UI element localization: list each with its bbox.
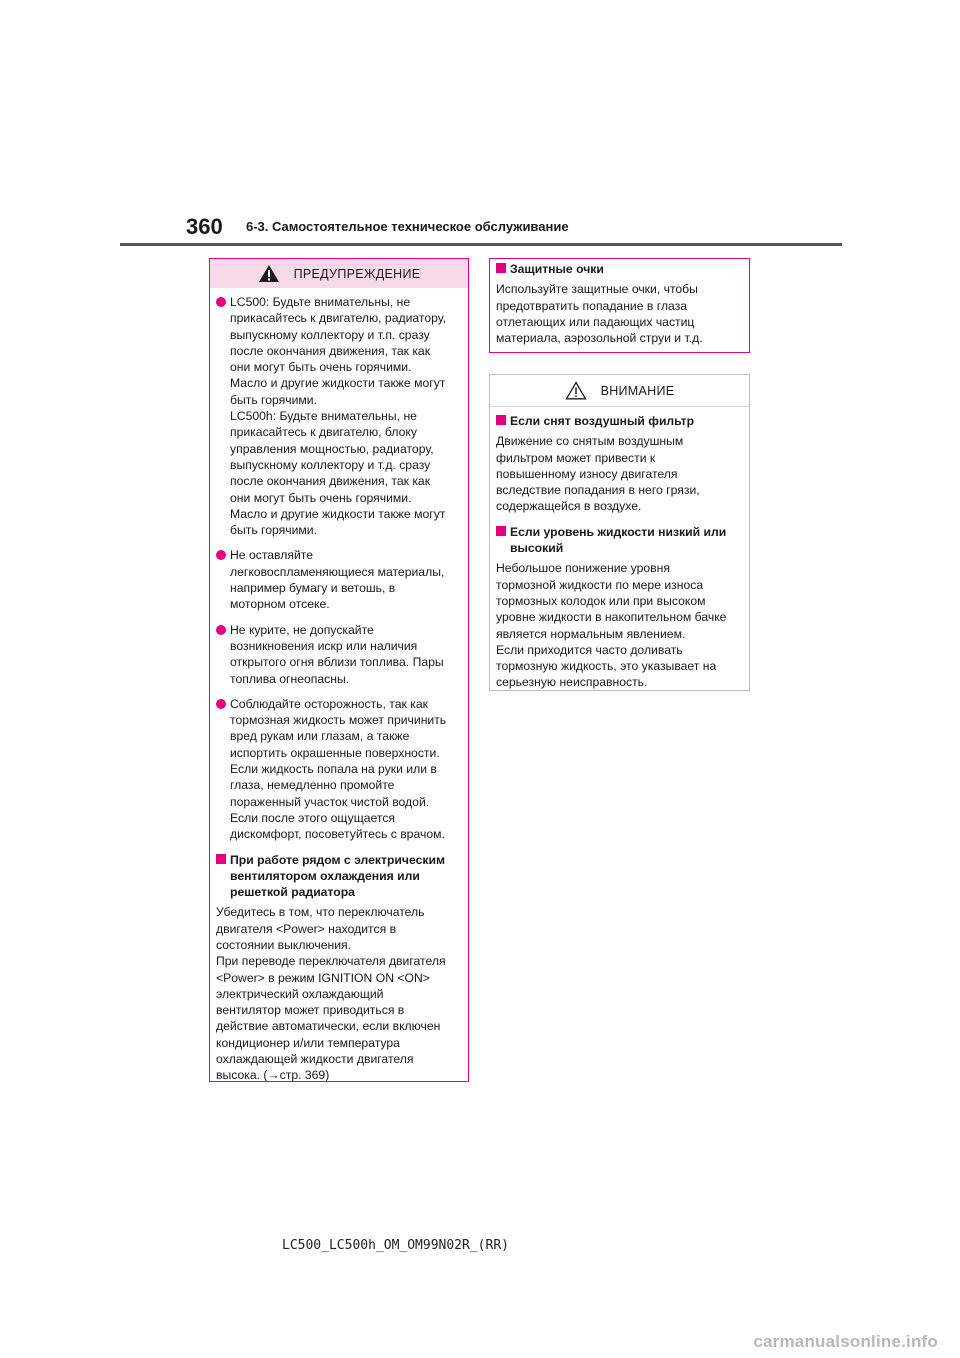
text-line: выпускному коллектору и т.д. сразу [230, 457, 431, 472]
warning-bullets [216, 294, 462, 843]
warning-box [209, 258, 469, 1082]
text-line: вентилятор может приводиться в [216, 1003, 405, 1018]
document-code: LC500_LC500h_OM_OM99N02R_(RR) [282, 1238, 509, 1253]
text-line: При переводе переключателя двигателя [216, 954, 446, 969]
text-line: высокий [510, 541, 564, 556]
text-line: пораженный участок чистой водой. [230, 794, 430, 809]
caution-triangle-icon [565, 381, 587, 400]
text-line: Не курите, не допускайте [230, 622, 374, 637]
text-line: прикасайтесь к двигателю, блоку [230, 425, 417, 440]
warning-box-title: ПРЕДУПРЕЖДЕНИЕ [293, 266, 421, 281]
safety-glasses-box [489, 258, 750, 353]
safety-glasses-text [496, 281, 743, 346]
square-bullet-icon [496, 263, 506, 273]
text-line: Соблюдайте осторожность, так как [230, 696, 428, 711]
text-line: Если уровень жидкости низкий или [510, 524, 727, 539]
text-line: после окончания движения, так как [230, 343, 431, 358]
text-line: топлива огнеопасны. [230, 671, 350, 686]
text-line: быть горячими. [230, 392, 317, 407]
notice-section-heading [496, 413, 743, 429]
section-title: 6-3. Самостоятельное техническое обслуживание [246, 219, 569, 234]
text-line: глаза, немедленно промойте [230, 778, 395, 793]
fan-section-heading-text [230, 852, 462, 901]
warning-bullet-item [216, 294, 462, 538]
notice-section-heading [496, 524, 743, 557]
text-line: кондиционер и/или температура [216, 1035, 400, 1050]
notice-box-header [490, 375, 749, 407]
text-line: тормозную жидкость, это указывает на [496, 659, 717, 674]
warning-bullet-item [216, 696, 462, 843]
text-line: открытого огня вблизи топлива. Пары [230, 655, 444, 670]
text-line: действие автоматически, если включен [216, 1019, 441, 1034]
text-line: управления мощностью, радиатору, [230, 441, 434, 456]
text-line: фильтром может привести к [496, 450, 656, 465]
text-line: решеткой радиатора [230, 885, 355, 900]
text-line: электрический охлаждающий [216, 986, 384, 1001]
text-line: Небольшое понижение уровня [496, 561, 670, 576]
text-line: Масло и другие жидкости также могут [230, 506, 446, 521]
safety-glasses-body [490, 259, 749, 346]
notice-section-body [496, 433, 743, 514]
text-line: Движение со снятым воздушным [496, 434, 684, 449]
text-line: предотвратить попадание в глаза [496, 298, 688, 313]
text-line: тормозной жидкости по мере износа [496, 577, 704, 592]
text-line: тормозная жидкость может причинить [230, 713, 447, 728]
square-bullet-icon [496, 415, 506, 425]
text-line: тормозных колодок или при высоком [496, 593, 706, 608]
text-line: двигателя <Power> находится в [216, 921, 397, 936]
text-line: Не оставляйте [230, 548, 313, 563]
text-line: например бумагу и ветошь, в [230, 581, 396, 596]
text-line: Если после этого ощущается [230, 810, 396, 825]
text-line: они могут быть очень горячими. [230, 360, 412, 375]
fan-section-heading [216, 852, 462, 901]
text-line: охлаждающей жидкости двигателя [216, 1052, 414, 1067]
notice-box-title: ВНИМАНИЕ [600, 383, 675, 398]
text-line: Если жидкость попала на руки или в [230, 762, 437, 777]
text-line: Масло и другие жидкости также могут [230, 376, 446, 391]
text-line: они могут быть очень горячими. [230, 490, 412, 505]
notice-section-body [496, 560, 743, 690]
round-bullet-icon [216, 625, 226, 635]
header-rule [120, 243, 842, 246]
text-line: вентилятором охлаждения или [230, 868, 420, 883]
text-line: прикасайтесь к двигателю, радиатору, [230, 311, 447, 326]
text-line: повышенному износу двигателя [496, 466, 678, 481]
text-line: содержащейся в воздухе. [496, 499, 642, 514]
text-line: материала, аэрозольной струи и т.д. [496, 331, 703, 346]
text-line: испортить окрашенные поверхности. [230, 745, 440, 760]
text-line: быть горячими. [230, 523, 317, 538]
text-line: вред рукам или глазам, а также [230, 729, 410, 744]
text-line: LC500h: Будьте внимательны, не [230, 409, 417, 424]
text-line: моторном отсеке. [230, 597, 330, 612]
page-number: 360 [186, 214, 223, 239]
fan-section-body [216, 904, 462, 1083]
text-line: высока. (→стр. 369) [216, 1068, 330, 1083]
notice-box [489, 374, 750, 691]
text-line: возникновения искр или наличия [230, 638, 418, 653]
text-line: состоянии выключения. [216, 937, 351, 952]
text-line: выпускному коллектору и т.п. сразу [230, 327, 430, 342]
warning-box-header [210, 259, 468, 288]
square-bullet-icon [496, 526, 506, 536]
text-line: Если приходится часто доливать [496, 642, 683, 657]
text-line: вследствие попадания в него грязи, [496, 483, 700, 498]
notice-section-heading-text [510, 524, 743, 557]
warning-bullet-item [216, 622, 462, 687]
round-bullet-icon [216, 297, 226, 307]
warning-box-body [210, 288, 468, 1084]
round-bullet-icon [216, 550, 226, 560]
safety-glasses-heading-text: Защитные очки [510, 262, 604, 276]
text-line: Если снят воздушный фильтр [510, 414, 695, 428]
text-line: дискомфорт, посоветуйтесь с врачом. [230, 827, 445, 842]
text-line: серьезную неисправность. [496, 675, 648, 690]
notice-box-body [490, 407, 749, 691]
text-line: <Power> в режим IGNITION ON <ON> [216, 970, 430, 985]
text-line: Используйте защитные очки, чтобы [496, 282, 698, 297]
text-line: Убедитесь в том, что переключатель [216, 905, 425, 920]
text-line: легковоспламеняющиеся материалы, [230, 564, 445, 579]
text-line: является нормальным явлением. [496, 626, 686, 641]
watermark: carmanualsonline.info [753, 1332, 938, 1351]
warning-bullet-item [216, 547, 462, 612]
text-line: после окончания движения, так как [230, 474, 431, 489]
warning-triangle-icon [258, 264, 280, 283]
square-bullet-icon [216, 854, 226, 864]
safety-glasses-heading [496, 261, 743, 277]
round-bullet-icon [216, 699, 226, 709]
text-line: LC500: Будьте внимательны, не [230, 295, 411, 309]
text-line: уровне жидкости в накопительном бачке [496, 610, 727, 625]
text-line: отлетающих или падающих частиц [496, 314, 695, 329]
notice-section-heading-text [510, 413, 743, 429]
text-line: При работе рядом с электрическим [230, 852, 445, 867]
